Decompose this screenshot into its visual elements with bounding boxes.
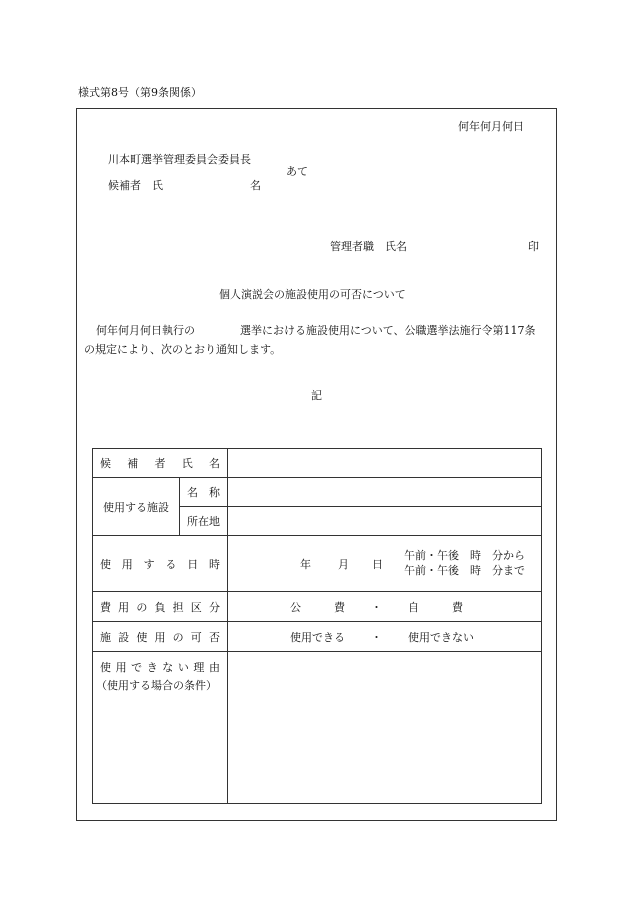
facility-location-label: 所在地 [180,507,228,536]
form-number: 様式第8号（第9条関係） [78,86,202,99]
table-row [93,478,542,507]
permit-separator: ・ [371,631,382,644]
body-line1-b: 選挙における施設使用について、公職選挙法施行令第117条 [240,324,536,337]
table-row [93,536,542,592]
cost-label: 費 用 の 負 担 区 分 [93,592,228,622]
facility-name-label: 名 称 [180,478,228,507]
seal-mark: 印 [528,240,539,253]
permit-label: 施 設 使 用 の 可 否 [93,622,228,652]
facility-location-value[interactable] [228,507,542,536]
ki-mark: 記 [311,389,322,402]
time-from: 午前・午後 時 分から [404,549,525,562]
reason-condition: （使用する場合の条件） [96,679,217,692]
issue-date: 何年何月何日 [458,120,524,133]
cost-public: 公 費 [290,601,345,614]
reason-value[interactable] [228,652,542,804]
body-line2: の規定により、次のとおり通知します。 [84,343,282,356]
cost-self: 自 費 [408,601,463,614]
month-label: 月 [338,558,349,571]
table-row [93,652,542,804]
cost-separator: ・ [371,601,382,614]
cost-value[interactable] [228,592,542,622]
permit-no: 使用できない [408,631,474,644]
table-row [93,622,542,652]
addressee-line2-suffix: 名 [250,179,261,192]
notice-table [92,448,542,804]
facility-label: 使用する施設 [93,478,180,536]
time-to: 午前・午後 時 分まで [404,564,525,577]
table-row [93,592,542,622]
subject-title: 個人演説会の施設使用の可否について [219,288,406,301]
sender-title: 管理者職 氏名 [330,240,407,253]
datetime-value[interactable] [228,536,542,592]
addressee-line1: 川本町選挙管理委員会委員長 [108,153,251,166]
body-line1-a: 何年何月何日執行の [96,324,195,337]
candidate-name-value[interactable] [228,449,542,478]
permit-value[interactable] [228,622,542,652]
year-label: 年 [300,558,311,571]
candidate-name-label: 候 補 者 氏 名 [93,449,228,478]
day-label: 日 [372,558,383,571]
reason-label: 使 用 で き な い 理 由 （使用する場合の条件） [93,652,228,804]
addressee-honorific: あて [286,165,308,178]
permit-yes: 使用できる [290,631,345,644]
table-row [93,449,542,478]
datetime-label: 使 用 す る 日 時 [93,536,228,592]
facility-name-value[interactable] [228,478,542,507]
addressee-line2: 候補者 氏 [108,179,163,192]
